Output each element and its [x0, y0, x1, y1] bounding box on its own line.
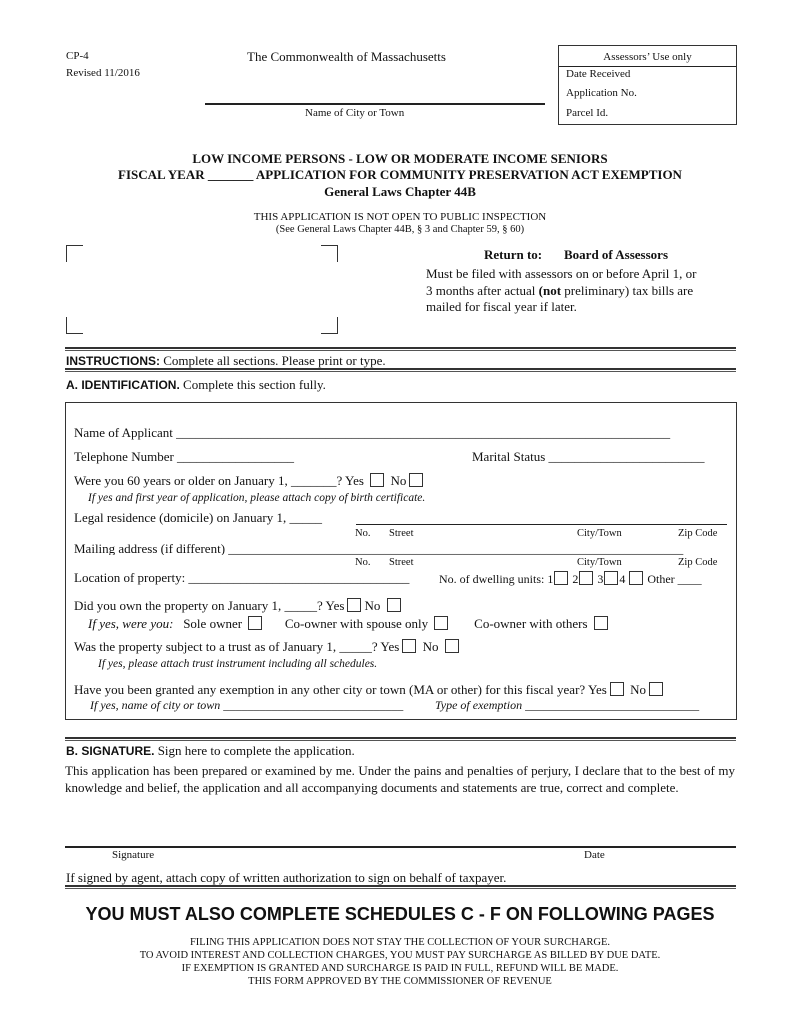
footer-line: THIS FORM APPROVED BY THE COMMISSIONER OF REVENUE: [248, 976, 552, 987]
signature-label: Signature: [112, 849, 155, 861]
sole-owner-label: Sole owner: [183, 616, 243, 631]
address-window-corner: [321, 317, 338, 334]
section-a-heading: [66, 378, 326, 391]
units-2-checkbox[interactable]: [579, 571, 593, 585]
ownership-question: [74, 598, 404, 612]
assessors-box-title: Assessors’ Use only: [603, 51, 692, 63]
instructions-text: Complete all sections. Please print or type.: [163, 353, 386, 368]
date-label: Date: [584, 849, 605, 861]
trust-question-text: Was the property subject to a trust as of January 1, _____? Yes: [74, 639, 400, 654]
trust-yes-checkbox[interactable]: [402, 639, 416, 653]
trust-no-checkbox[interactable]: [445, 639, 459, 653]
marital-status-field[interactable]: Marital Status ________________________: [472, 449, 705, 464]
address-zip-label: Zip Code: [678, 528, 718, 539]
units-4-checkbox[interactable]: [629, 571, 643, 585]
assessors-use-box: [558, 45, 737, 125]
spouse-coowner-checkbox[interactable]: [434, 616, 448, 630]
application-no-label: Application No.: [566, 87, 637, 99]
own-yes-checkbox[interactable]: [347, 598, 361, 612]
text: 3 months after actual: [426, 283, 539, 298]
filing-deadline-line3: mailed for fiscal year if later.: [426, 299, 577, 314]
sole-owner-checkbox[interactable]: [248, 616, 262, 630]
unit-label: 2: [572, 572, 579, 586]
units-3-checkbox[interactable]: [604, 571, 618, 585]
section-b-text: Sign here to complete the application.: [157, 743, 355, 758]
address-city-label: City/Town: [577, 528, 622, 539]
filing-deadline-line1: Must be filed with assessors on or before April 1, or: [426, 266, 697, 281]
applicant-name-field[interactable]: Name of Applicant ____________________________________________________________________________: [74, 425, 671, 440]
trust-question: [74, 639, 462, 653]
divider: [65, 737, 736, 741]
address-window-corner: [66, 245, 83, 262]
legal-residence-line[interactable]: [356, 524, 727, 525]
divider: [65, 885, 736, 889]
other-exemption-text: Have you been granted any exemption in any other city or town (MA or other) for this fiscal year? Yes: [74, 682, 607, 697]
instructions-label: INSTRUCTIONS:: [66, 354, 160, 368]
age-question: [74, 473, 426, 487]
section-b-label: B. SIGNATURE.: [66, 744, 155, 758]
form-id: CP-4: [66, 50, 89, 62]
exemption-type-field[interactable]: Type of exemption _____________________________: [435, 698, 700, 712]
schedules-notice: YOU MUST ALSO COMPLETE SCHEDULES C - F ON FOLLOWING PAGES: [85, 904, 715, 924]
form-title-line1: LOW INCOME PERSONS - LOW OR MODERATE INCOME SENIORS: [192, 151, 608, 166]
dwelling-units: [439, 571, 702, 585]
perjury-declaration: This application has been prepared or examined by me. Under the pains and penalties of perjury, I declare that to the best of my knowledge and belief, the application and all accompanying documents and statements are true, correct and complete.: [65, 763, 735, 795]
ownership-type-label: If yes, were you: [88, 616, 170, 631]
address-city-label: City/Town: [577, 557, 622, 568]
text-bold: (not: [538, 283, 562, 298]
footer-line: FILING THIS APPLICATION DOES NOT STAY THE COLLECTION OF YOUR SURCHARGE.: [189, 937, 611, 948]
unit-label: 3: [597, 572, 604, 586]
exemption-no-checkbox[interactable]: [649, 682, 663, 696]
no-label: No: [364, 598, 381, 613]
property-location-field[interactable]: Location of property: __________________________________: [74, 570, 410, 585]
no-label: No: [422, 639, 439, 654]
return-to-label: Return to:: [484, 247, 543, 262]
telephone-field[interactable]: Telephone Number __________________: [74, 449, 295, 464]
exemption-city-field[interactable]: If yes, name of city or town ______________________________: [90, 698, 404, 712]
no-label: No: [630, 682, 646, 697]
section-b-heading: [66, 744, 355, 757]
others-coowner-checkbox[interactable]: [594, 616, 608, 630]
others-coowner-label: Co-owner with others: [474, 616, 588, 631]
parcel-id-label: Parcel Id.: [566, 107, 609, 119]
ownership-question-text: Did you own the property on January 1, _____? Yes: [74, 598, 345, 613]
exemption-yes-checkbox[interactable]: [610, 682, 624, 696]
address-window-corner: [321, 245, 338, 262]
agency-name: The Commonwealth of Massachusetts: [247, 49, 446, 64]
signature-line[interactable]: [65, 846, 736, 848]
footer-line: IF EXEMPTION IS GRANTED AND SURCHARGE IS PAID IN FULL, REFUND WILL BE MADE.: [181, 963, 619, 974]
units-1-checkbox[interactable]: [554, 571, 568, 585]
text: preliminary) tax bills are: [561, 283, 694, 298]
city-line[interactable]: [205, 103, 545, 105]
age-yes-checkbox[interactable]: [370, 473, 384, 487]
divider: [65, 347, 736, 351]
footer-line: TO AVOID INTEREST AND COLLECTION CHARGES, YOU MUST PAY SURCHARGE AS BILLED BY DUE DATE.: [139, 950, 661, 961]
unit-label: 1: [547, 572, 554, 586]
address-zip-label: Zip Code: [678, 557, 718, 568]
unit-label: 4: [619, 572, 626, 586]
revision-date: Revised 11/2016: [66, 67, 140, 79]
other-exemption-question: [74, 682, 666, 696]
legal-residence-label[interactable]: Legal residence (domicile) on January 1, _____: [74, 510, 322, 525]
age-question-text: Were you 60 years or older on January 1, _______? Yes: [74, 473, 364, 488]
filing-deadline-line2: [426, 284, 693, 297]
form-title-line2: FISCAL YEAR _______ APPLICATION FOR COMMUNITY PRESERVATION ACT EXEMPTION: [118, 167, 682, 182]
spouse-coowner-label: Co-owner with spouse only: [284, 616, 429, 631]
no-label: No: [390, 473, 407, 488]
dwelling-units-label: No. of dwelling units:: [439, 572, 545, 586]
agent-note: If signed by agent, attach copy of written authorization to sign on behalf of taxpayer.: [66, 870, 507, 885]
address-no-label: No.: [355, 528, 371, 539]
confidential-citation: (See General Laws Chapter 44B, § 3 and Chapter 59, § 60): [275, 224, 525, 235]
confidential-notice: THIS APPLICATION IS NOT OPEN TO PUBLIC INSPECTION: [253, 211, 547, 223]
divider: [65, 368, 736, 372]
date-received-label: Date Received: [566, 68, 631, 80]
own-no-checkbox[interactable]: [387, 598, 401, 612]
trust-note: If yes, please attach trust instrument including all schedules.: [98, 658, 378, 670]
section-a-label: A. IDENTIFICATION.: [66, 378, 180, 392]
units-other-field[interactable]: Other ____: [647, 572, 702, 586]
address-street-label: Street: [389, 557, 414, 568]
divider: [559, 66, 736, 67]
mailing-address-field[interactable]: Mailing address (if different) ______________________________________________________________________: [74, 542, 684, 555]
city-label: Name of City or Town: [305, 107, 405, 119]
ownership-type: If yes, were you: Sole owner Co-owner with spouse only Co-owner with others: [88, 616, 611, 630]
address-window-corner: [66, 317, 83, 334]
instructions: [66, 354, 386, 367]
age-note: If yes and first year of application, please attach copy of birth certificate.: [88, 492, 426, 504]
form-title-line3: General Laws Chapter 44B: [324, 184, 476, 199]
age-no-checkbox[interactable]: [409, 473, 423, 487]
return-to-value: Board of Assessors: [564, 247, 669, 262]
address-no-label: No.: [355, 557, 371, 568]
section-a-text: Complete this section fully.: [183, 377, 326, 392]
address-street-label: Street: [389, 528, 414, 539]
